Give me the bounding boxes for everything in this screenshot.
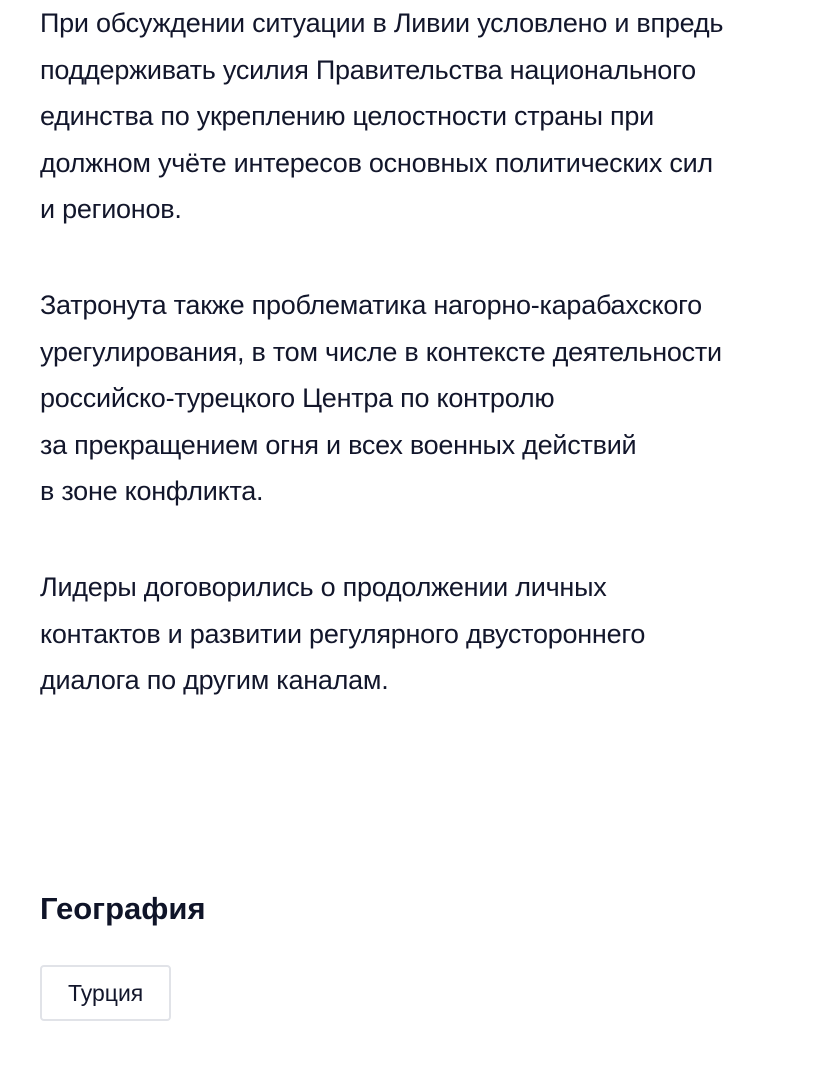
geography-section (40, 886, 780, 1006)
article-paragraph-karabakh: Затронута также проблематика нагорно-карабахского урегулирования, в том числе в контексте деятельности российско-турецкого Центра по контролю за прекращением огня и всех военных действий в зоне конфликта. (40, 290, 722, 506)
geography-tag-turkey[interactable]: Турция (40, 965, 171, 1021)
article-paragraph-contacts: Лидеры договорились о продолжении личных контактов и развитии регулярного двустороннего диалога по другим каналам. (40, 572, 646, 695)
geography-tag-list (40, 965, 171, 1021)
geography-heading: География (40, 891, 206, 926)
article-paragraph-libya: При обсуждении ситуации в Ливии условлено и впредь поддерживать усилия Правительства национального единства по укреплению целостности страны при должном учёте интересов основных политических сил и регионов. (40, 8, 724, 224)
